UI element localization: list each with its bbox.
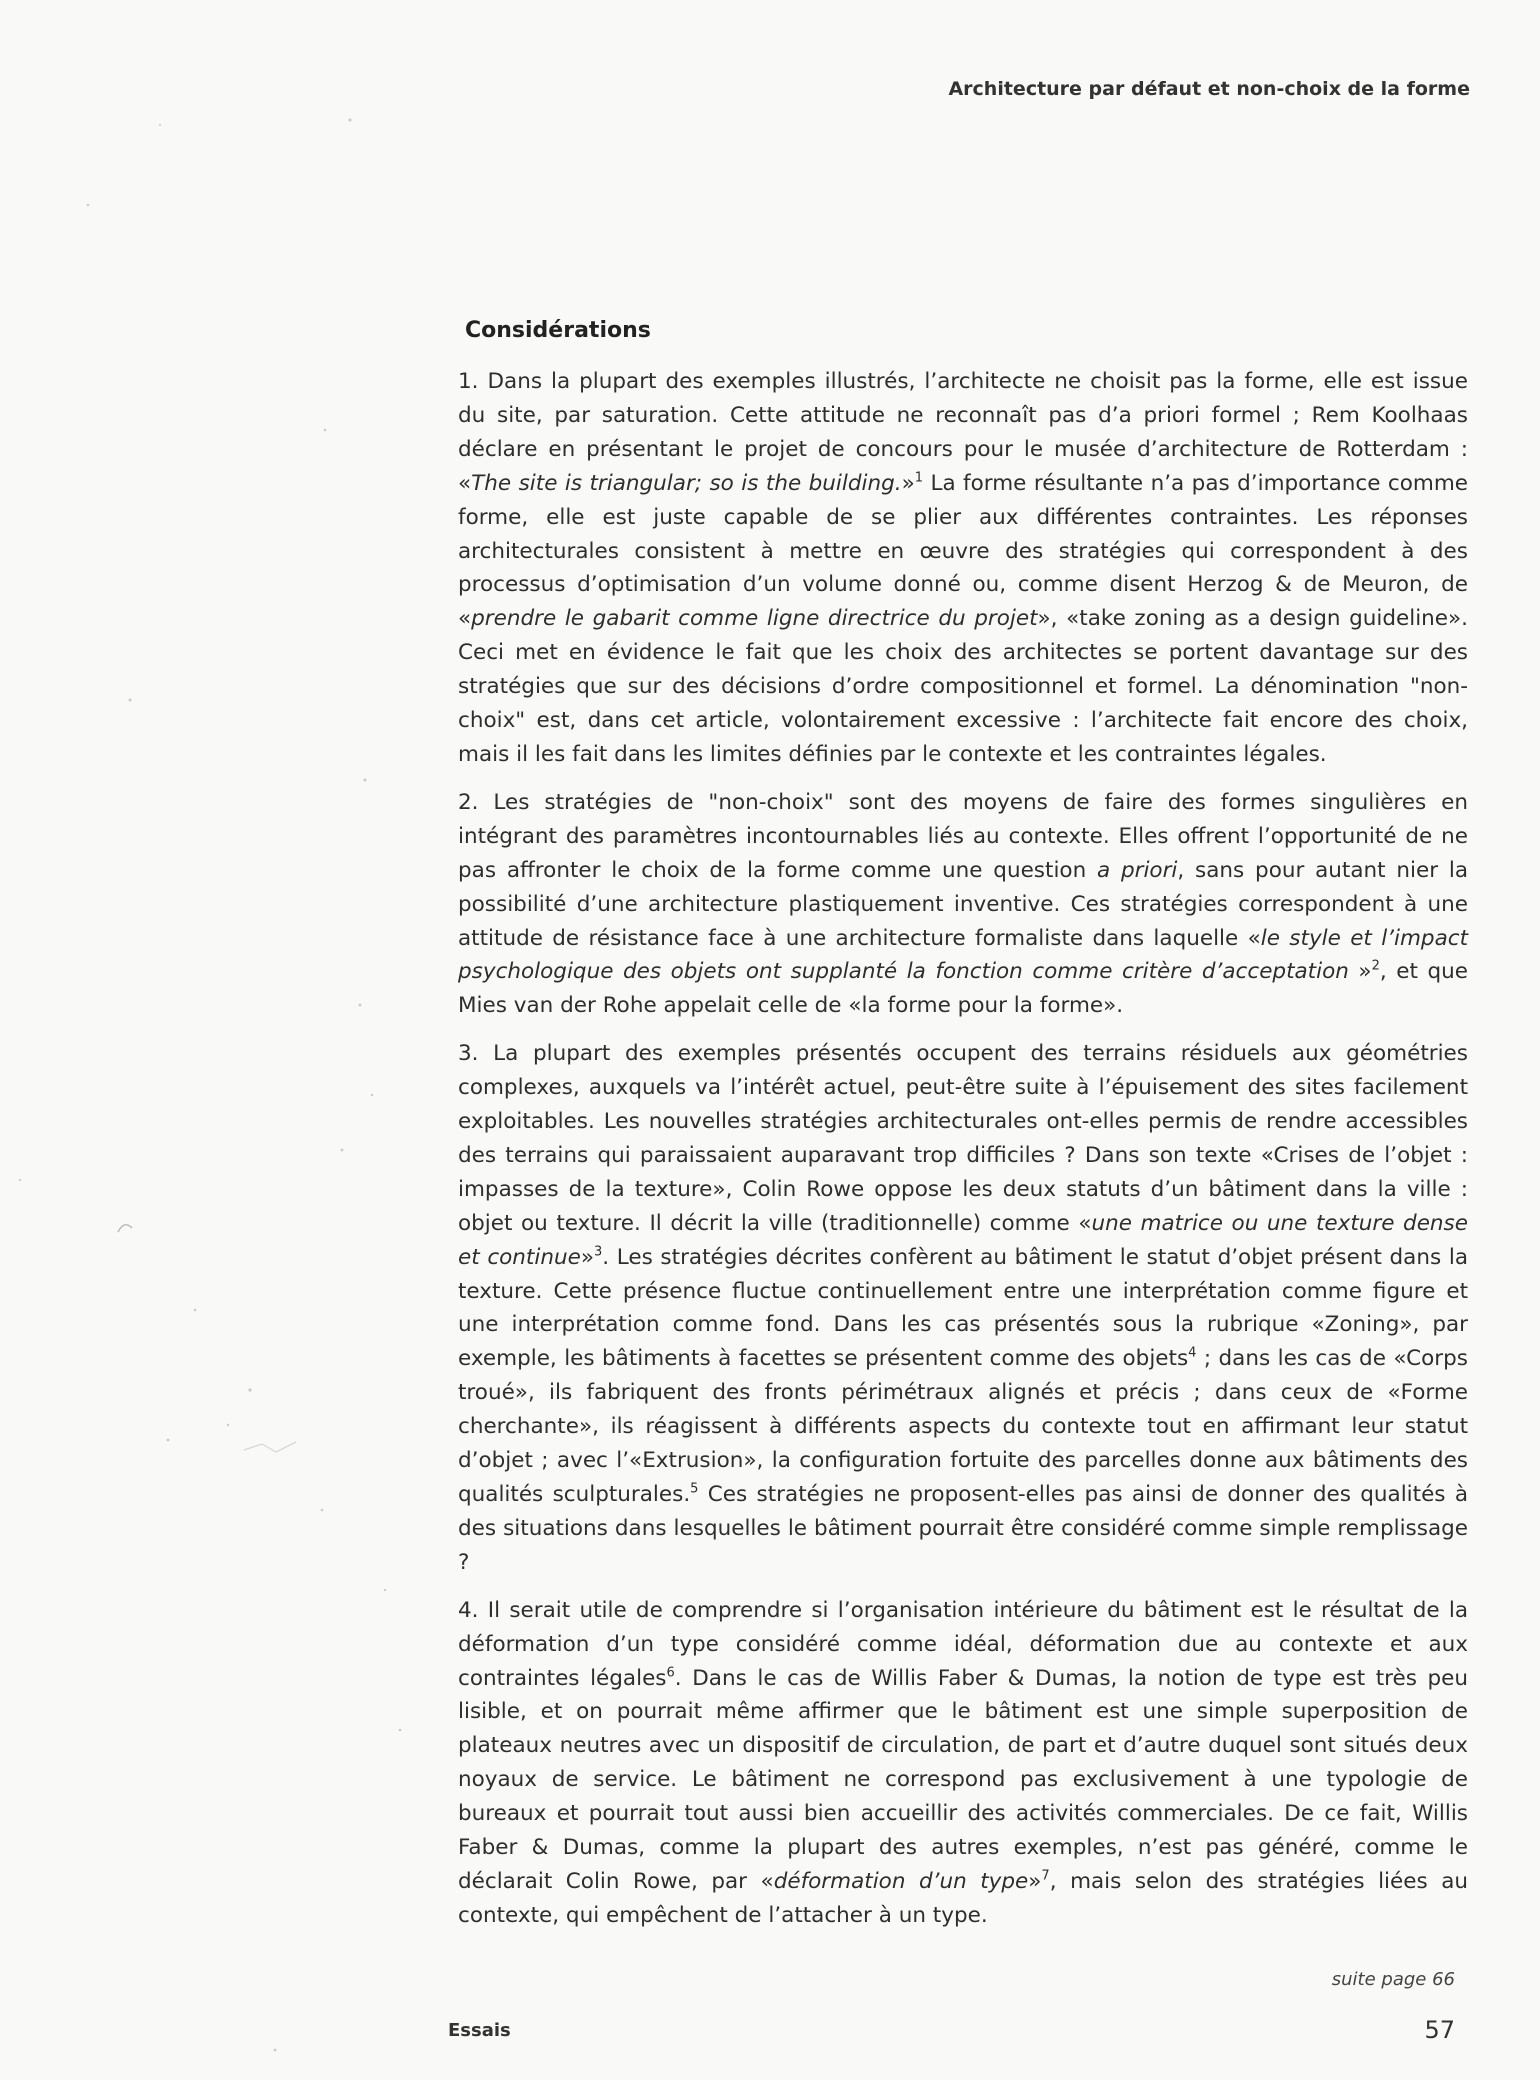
text-run: , et que Mies van der Rohe appelait celle de «la forme pour la forme». [458, 959, 1468, 1019]
text-run: 3. La plupart des exemples présentés occupent des terrains résiduels aux géométries complexes, auxquels va l’intérêt actuel, peut-être suite à l’épuisement des sites facilement exploitables. Les nouvelles stratégies architecturales ont-elles permis de rendre accessibles des terrains qui paraissaient auparavant trop difficiles ? Dans son texte «Crises de l’objet : impasses de la texture», Colin Rowe oppose les deux statuts d’un bâtiment dans la ville : objet ou texture. Il décrit la ville (traditionnelle) comme « [458, 1041, 1468, 1236]
paragraph-4 [458, 1594, 1468, 1933]
running-header: Architecture par défaut et non-choix de la forme [948, 78, 1470, 100]
text-run: . Les stratégies décrites confèrent au bâtiment le statut d’objet présent dans la texture. Cette présence fluctue continuellement entre une interprétation comme figure et une interprétation comme fond. Dans les cas présentés sous la rubrique «Zoning», par exemple, les bâtiments à facettes se présentent comme des objets [458, 1244, 1468, 1372]
text-run: , mais selon des stratégies liées au contexte, qui empêchent de l’attacher à un type. [458, 1868, 1469, 1928]
page-number: 57 [1424, 2016, 1455, 2044]
text-run-italic: déformation d’un type [773, 1868, 1029, 1894]
text-run: 4. Il serait utile de comprendre si l’organisation intérieure du bâtiment est le résultat de la déformation d’un type considéré comme idéal, déformation due au contexte et aux contraintes légales [458, 1597, 1468, 1691]
text-run: , sans pour autant nier la possibilité d’une architecture plastiquement inventive. Ces stratégies correspondent à une attitude de résistance face à une architecture formaliste dans laquelle « [458, 857, 1468, 951]
scan-noise [0, 0, 420, 2080]
footer-section-label: Essais [448, 2020, 511, 2041]
paragraph-2 [458, 786, 1468, 1023]
footnote-ref-4: 4 [1188, 1345, 1197, 1361]
footnote-ref-5: 5 [690, 1481, 699, 1497]
text-run-italic: a priori [1097, 857, 1178, 883]
text-run-italic: The site is triangular; so is the building. [471, 470, 902, 496]
text-run-italic: prendre le gabarit comme ligne directrice du projet [471, 606, 1038, 632]
text-run: » [1348, 959, 1372, 985]
text-run: ; dans les cas de «Corps troué», ils fabriquent des fronts périmétraux alignés et précis ; dans ceux de «Forme cherchante», ils réagissent à différents aspects du contexte tout en affirmant leur statut d’objet ; avec l’«Extrusion», la configuration fortuite des parcelles donne aux bâtiments des qualités sculpturales. [458, 1346, 1468, 1507]
text-run: 2. Les stratégies de "non-choix" sont des moyens de faire des formes singulières en intégrant des paramètres incontournables liés au contexte. Elles offrent l’opportunité de ne pas affronter le choix de la forme comme une question [458, 789, 1468, 883]
text-run: . Dans le cas de Willis Faber & Dumas, la notion de type est très peu lisible, et on pourrait même affirmer que le bâtiment est une simple superposition de plateaux neutres avec un dispositif de circulation, de part et d’autre duquel sont situés deux noyaux de service. Le bâtiment ne correspond pas exclusivement à une typologie de bureaux et pourrait tout aussi bien accueillir des activités commerciales. De ce fait, Willis Faber & Dumas, comme la plupart des autres exemples, n’est pas généré, comme le déclarait Colin Rowe, par « [458, 1665, 1469, 1894]
footnote-ref-7: 7 [1041, 1868, 1050, 1884]
continuation-note: suite page 66 [1331, 1969, 1455, 1990]
text-run: La forme résultante n’a pas d’importance comme forme, elle est juste capable de se plier aux différentes contraintes. Les réponses architecturales consistent à mettre en œuvre des stratégies qui correspondent à des processus d’optimisation d’un volume donné ou, comme disent Herzog & de Meuron, de « [458, 470, 1468, 632]
text-run-italic: le style et l’impact psychologique des objets ont supplanté la fonction comme critère d’acceptation [458, 925, 1469, 985]
text-run: » [901, 470, 915, 496]
text-run: » [1028, 1868, 1042, 1894]
text-run-italic: une matrice ou une texture dense et continue [458, 1210, 1468, 1270]
footnote-ref-6: 6 [666, 1665, 675, 1681]
body-text [458, 365, 1468, 1947]
footnote-ref-1: 1 [914, 470, 924, 486]
text-run: », «take zoning as a design guideline». Ceci met en évidence le fait que les choix des architectes se portent davantage sur des stratégies que sur des décisions d’ordre compositionnel et formel. La dénomination "non-choix" est, dans cet article, volontairement excessive : l’architecte fait encore des choix, mais il les fait dans les limites définies par le contexte et les contraintes légales. [458, 606, 1469, 767]
footnote-ref-2: 2 [1371, 958, 1380, 974]
footnote-ref-3: 3 [593, 1244, 603, 1260]
text-run: Ces stratégies ne proposent-elles pas ainsi de donner des qualités à des situations dans lesquelles le bâtiment pourrait être considéré comme simple remplissage ? [458, 1482, 1468, 1575]
text-run: » [580, 1244, 594, 1270]
text-run: 1. Dans la plupart des exemples illustrés, l’architecte ne choisit pas la forme, elle est issue du site, par saturation. Cette attitude ne reconnaît pas d’a priori formel ; Rem Koolhaas déclare en présentant le projet de concours pour le musée d’architecture de Rotterdam : « [458, 369, 1468, 496]
paragraph-1 [458, 365, 1468, 772]
section-title: Considérations [465, 318, 651, 343]
paragraph-3 [458, 1037, 1468, 1580]
